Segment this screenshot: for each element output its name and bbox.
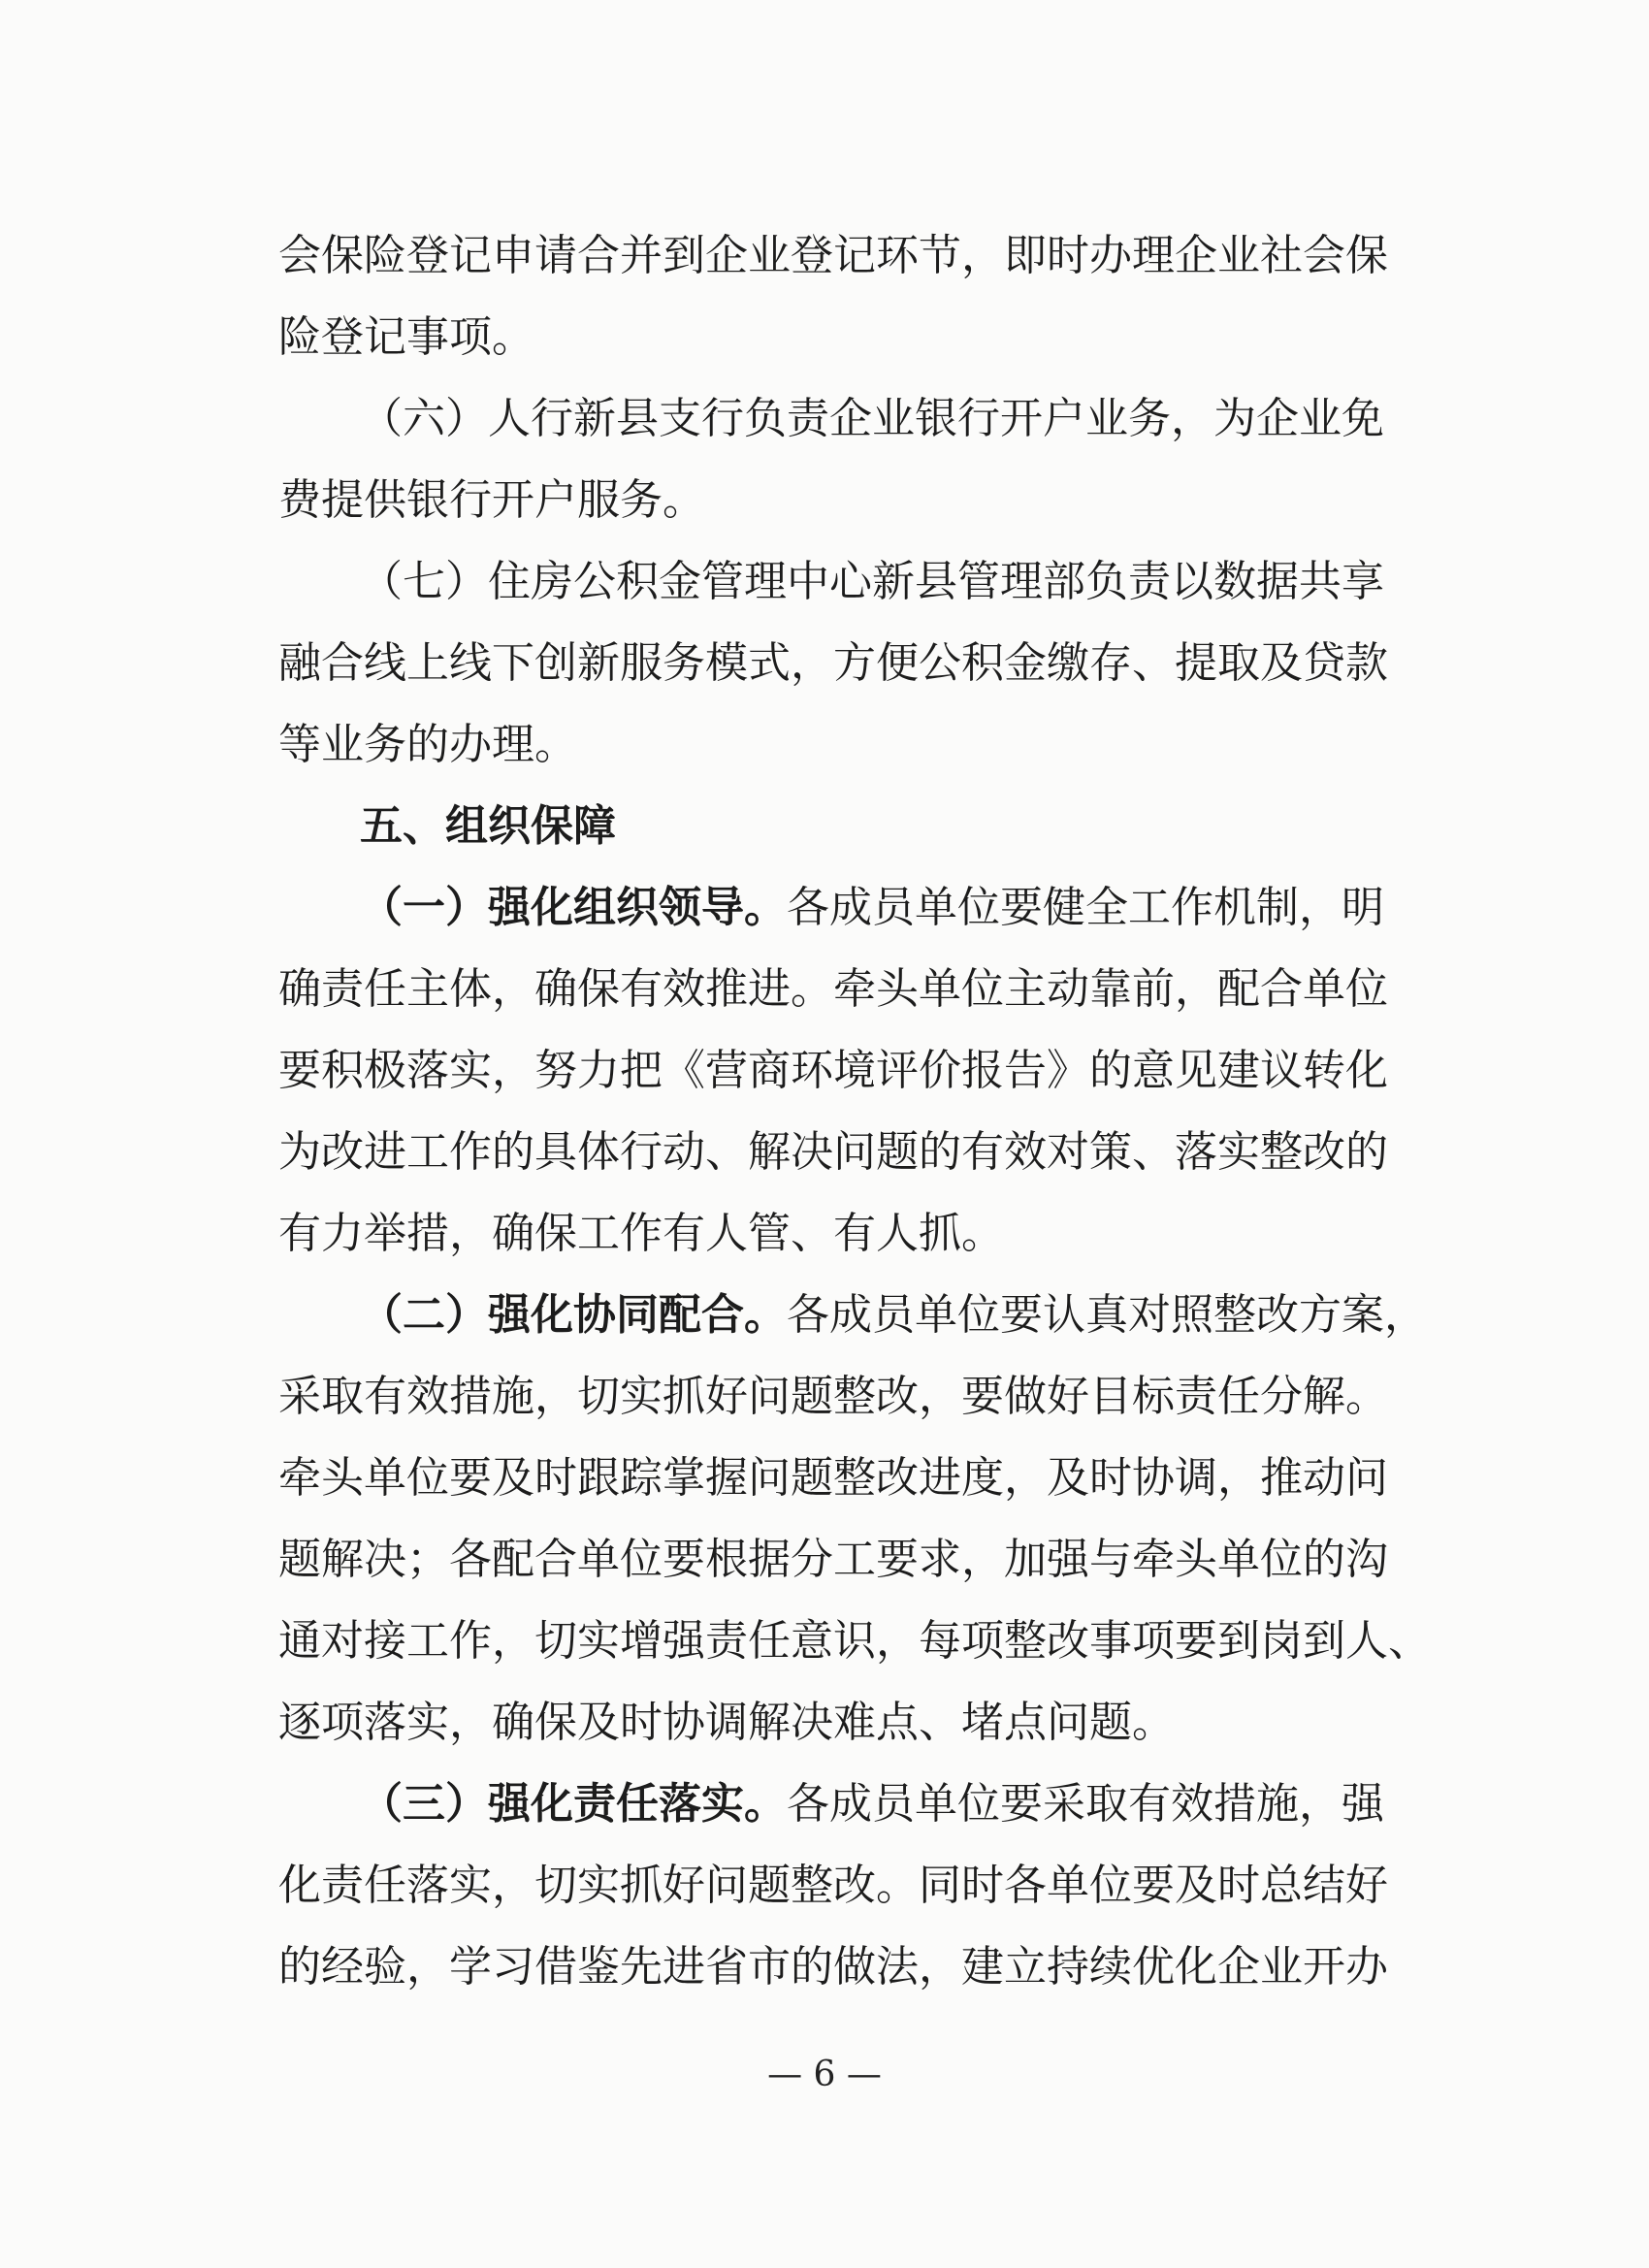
paragraph-lead: （一）强化组织领导。 — [360, 883, 787, 932]
paragraph-line: 费提供银行开户服务。 — [278, 475, 705, 525]
page-number: — 6 — — [767, 2055, 882, 2094]
paragraph-line: （六）人行新县支行负责企业银行开户业务，为企业免 — [360, 394, 1384, 443]
paragraph-line: 题解决；各配合单位要根据分工要求，加强与牵头单位的沟 — [278, 1535, 1388, 1584]
paragraph-line — [278, 867, 1384, 949]
paragraph-line: 的经验，学习借鉴先进省市的做法，建立持续优化企业开办 — [278, 1942, 1388, 1992]
paragraph-line: 为改进工作的具体行动、解决问题的有效对策、落实整改的 — [278, 1127, 1388, 1177]
paragraph-line: 险登记事项。 — [278, 312, 534, 362]
body-text — [278, 215, 1431, 2008]
paragraph-line: 融合线上线下创新服务模式，方便公积金缴存、提取及贷款 — [278, 638, 1388, 688]
paragraph-line: 要积极落实，努力把《营商环境评价报告》的意见建议转化 — [278, 1046, 1388, 1095]
paragraph-text: 各成员单位要认真对照整改方案， — [787, 1290, 1427, 1340]
paragraph-lead: （三）强化责任落实。 — [360, 1779, 787, 1829]
paragraph-line: 逐项落实，确保及时协调解决难点、堵点问题。 — [278, 1698, 1175, 1747]
paragraph-line: 牵头单位要及时跟踪掌握问题整改进度，及时协调，推动问 — [278, 1453, 1388, 1503]
paragraph-line: 确责任主体，确保有效推进。牵头单位主动靠前，配合单位 — [278, 964, 1388, 1014]
paragraph-text: 各成员单位要健全工作机制，明 — [787, 883, 1384, 932]
paragraph-line: 化责任落实，切实抓好问题整改。同时各单位要及时总结好 — [278, 1861, 1388, 1910]
paragraph-lead: （二）强化协同配合。 — [360, 1290, 787, 1340]
paragraph-line: 等业务的办理。 — [278, 720, 577, 769]
paragraph-line: 有力举措，确保工作有人管、有人抓。 — [278, 1209, 1004, 1258]
paragraph-text: 各成员单位要采取有效措施，强 — [787, 1779, 1384, 1829]
section-heading: 五、组织保障 — [360, 801, 616, 851]
paragraph-line: （七）住房公积金管理中心新县管理部负责以数据共享 — [360, 557, 1384, 606]
paragraph-line: 会保险登记申请合并到企业登记环节，即时办理企业社会保 — [278, 231, 1388, 280]
paragraph-line — [278, 1764, 1384, 1845]
paragraph-line: 采取有效措施，切实抓好问题整改，要做好目标责任分解。 — [278, 1372, 1388, 1421]
paragraph-line: 通对接工作，切实增强责任意识，每项整改事项要到岗到人、 — [278, 1616, 1431, 1666]
paragraph-line — [278, 1275, 1427, 1356]
